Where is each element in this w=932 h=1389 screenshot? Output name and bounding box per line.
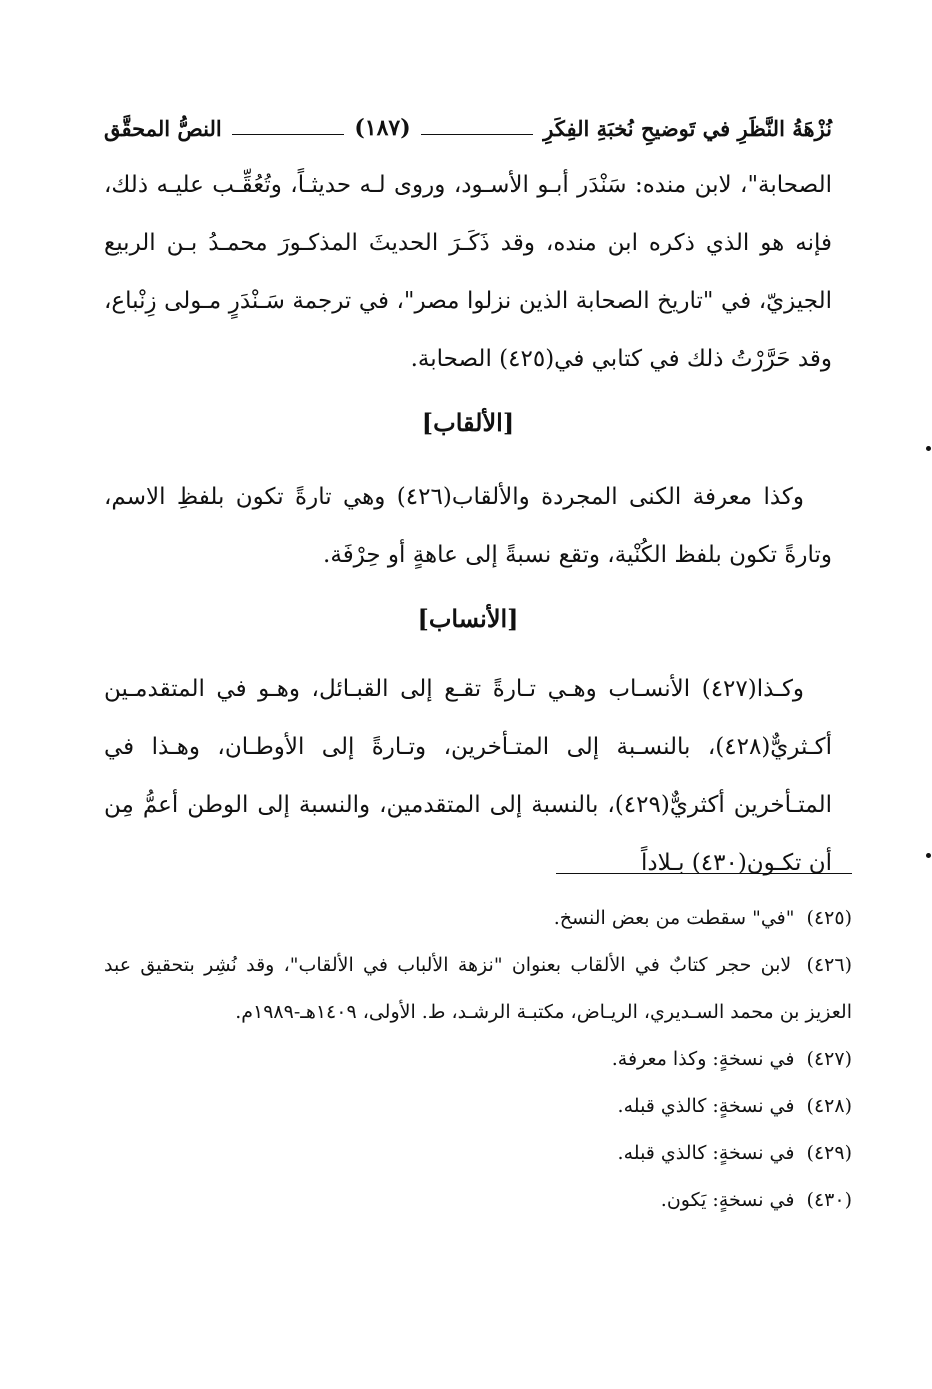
book-title: نُزْهَةُ النَّظَرِ في تَوضيحِ نُخبَةِ الفِكَرِ [543,115,832,141]
running-header [104,108,832,148]
heading-alqab: [الألقاب] [421,408,515,437]
footnote-number: (٤٢٨) [806,1095,852,1117]
footnote-item [104,895,852,942]
paragraph-alqab: وكذا معرفة الكنى المجردة والألقاب(٤٢٦) وهي تارةً تكون بلفظِ الاسم، وتارةً تكون بلفظ الكُنْية، وتقع نسبةً إلى عاهةٍ أو حِرْفَة. [104,484,832,568]
footnote-text: لابن حجر كتابٌ في الألقاب بعنوان "نزهة الألباب في الألقاب"، وقد نُشِر بتحقيق عبد العزيز بن محمد السـديري، الريـاض، مكتبـة الرشـد، ط. الأولى، ١٤٠٩هـ-١٩٨٩م. [104,954,852,1023]
paragraph-ansab: وكـذا(٤٢٧) الأنسـاب وهـي تـارةً تقـع إلى القبـائل، وهـو في المتقدمـين أكـثريٌّ(٤٢٨)، بالنسـبة إلى المتـأخرين، وتـارةً إلى الأوطـان، وهـذا في المتـأخرين أكثريٌّ(٤٢٩)، بالنسبة إلى المتقدمين، والنسبة إلى الوطن أعمُّ مِن أن تكـون(٤٣٠) بـلاداً [104,676,832,876]
section-label: النصُّ المحقَّق [104,115,222,141]
main-text-block-2 [104,468,832,584]
footnote-number: (٤٢٥) [806,907,852,929]
page-number: (١٨٧) [354,115,411,141]
header-rule-right [232,134,345,135]
footnote-item [104,1083,852,1130]
main-text-block-1 [104,156,832,388]
scan-speck [926,853,931,858]
footnote-separator [556,873,852,874]
footnote-number: (٤٢٧) [806,1048,852,1070]
footnote-text: في نسخةٍ: كالذي قبله. [617,1142,795,1164]
footnote-item [104,942,852,1036]
heading-ansab: [الأنساب] [417,604,519,633]
footnote-item [104,1036,852,1083]
footnote-text: في نسخةٍ: وكذا معرفة. [611,1048,795,1070]
main-text-block-3 [104,660,832,892]
footnote-number: (٤٢٩) [806,1142,852,1164]
footnote-text: "في" سقطت من بعض النسخ. [553,907,795,929]
footnote-number: (٤٢٦) [806,954,852,976]
footnotes [104,895,852,1224]
scan-speck [926,446,931,451]
footnote-text: في نسخةٍ: كالذي قبله. [617,1095,795,1117]
footnote-number: (٤٣٠) [806,1189,852,1211]
paragraph-sahaba: الصحابة"، لابن منده: سَنْدَر أبـو الأسـود، وروى لـه حديثـاً، وتُعُقِّـب عليـه ذلك، فإنه هو الذي ذكره ابن منده، وقد ذَكَـرَ الحديثَ المذكـورَ محمـدُ بـن الربيع الجيزيّ، في "تاريخ الصحابة الذين نزلوا مصر"، في ترجمة سَـنْدَرٍ مـولى زِنْباع، وقد حَرَّرْتُ ذلك في كتابي في(٤٢٥) الصحابة. [104,172,832,372]
footnote-text: في نسخةٍ: يَكون. [660,1189,795,1211]
footnote-item [104,1177,852,1224]
footnote-item [104,1130,852,1177]
header-rule-left [421,134,534,135]
